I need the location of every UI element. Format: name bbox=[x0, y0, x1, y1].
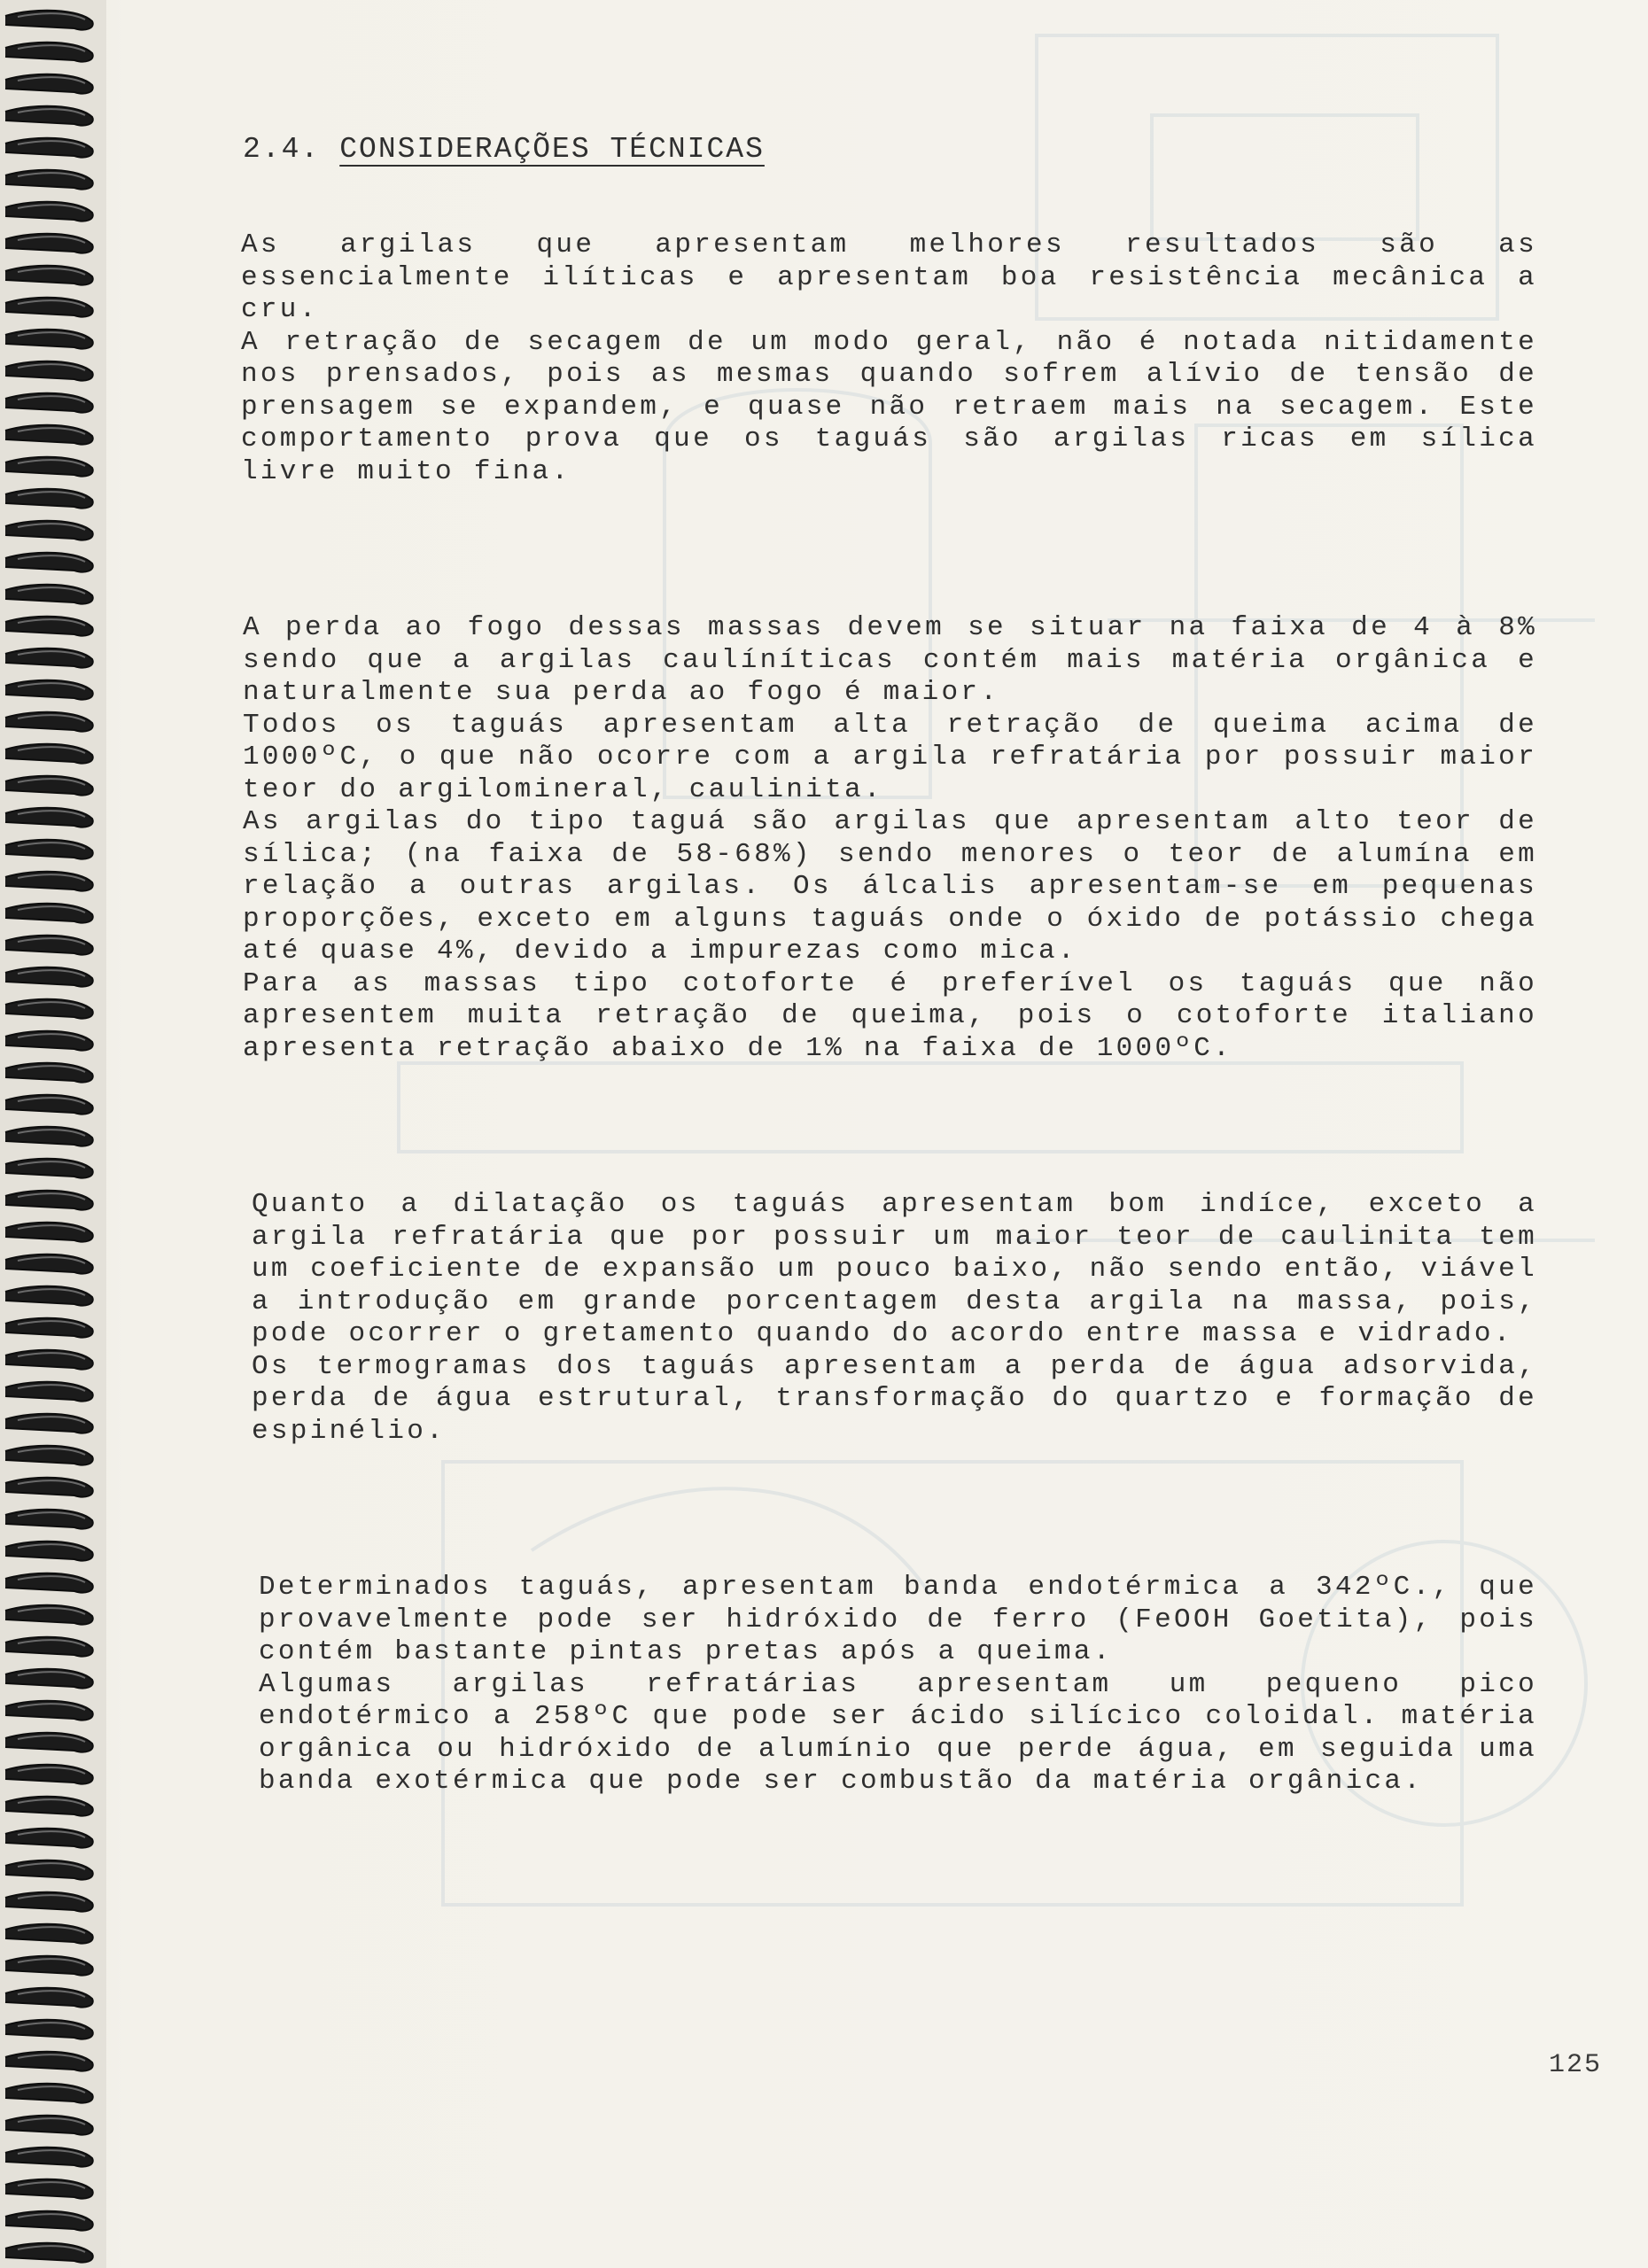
paragraph-block bbox=[259, 1572, 1537, 1798]
section-title: CONSIDERAÇÕES TÉCNICAS bbox=[339, 133, 765, 166]
paragraph-line: Os termogramas dos taguás apresentam a perda de água adsorvida, perda de água estrutural, transformação do quartzo e formação de espinélio. bbox=[252, 1350, 1537, 1447]
section-heading bbox=[243, 133, 1537, 166]
section-number: 2.4. bbox=[243, 133, 321, 166]
paragraph-line: As argilas do tipo taguá são argilas que apresentam alto teor de sílica; (na faixa de 58-68%) sendo menores o teor de alumína em relação a outras argilas. Os álcalis apresentam-se em pequenas proporções, exceto em alguns taguás onde o óxido de potássio chega até quase 4%, devido a impurezas como mica. bbox=[243, 806, 1537, 967]
paragraph-line: A retração de secagem de um modo geral, não é notada nitidamente nos prensados, pois as mesmas quando sofrem alívio de tensão de prensagem se expandem, e quase não retraem mais na secagem. Este comportamento prova que os taguás são argilas ricas em sílica livre muito fina. bbox=[241, 326, 1537, 487]
paragraph-line: Para as massas tipo cotoforte é preferível os taguás que não apresentem muita retração de queima, pois o cotoforte italiano apresenta retração abaixo de 1% na faixa de 1000ºC. bbox=[243, 967, 1537, 1064]
spiral-binding bbox=[0, 0, 106, 2268]
paragraph-block bbox=[252, 1189, 1537, 1448]
paragraph-line: Quanto a dilatação os taguás apresentam bom indíce, exceto a argila refratária que por possuir um maior teor de caulinita tem um coeficiente de expansão um pouco baixo, não sendo então, viável a introdução em grande porcentagem desta argila na massa, pois, pode ocorrer o gretamento quando do acordo entre massa e vidrado. bbox=[252, 1189, 1537, 1349]
document-body bbox=[239, 133, 1537, 1922]
paragraph-line: A perda ao fogo dessas massas devem se situar na faixa de 4 à 8% sendo que a argilas caulíníticas contém mais matéria orgânica e naturalmente sua perda ao fogo é maior. bbox=[243, 612, 1537, 708]
paragraph-line: Algumas argilas refratárias apresentam um pequeno pico endotérmico a 258ºC que pode ser ácido silícico coloidal. matéria orgânica ou hidróxido de alumínio que perde água, em seguida uma banda exotérmica que pode ser combustão da matéria orgânica. bbox=[259, 1668, 1537, 1797]
paragraph-line: Determinados taguás, apresentam banda endotérmica a 342ºC., que provavelmente pode ser hidróxido de ferro (FeOOH Goetita), pois contém bastante pintas pretas após a queima. bbox=[259, 1572, 1537, 1667]
paragraph-line: Todos os taguás apresentam alta retração de queima acima de 1000ºC, o que não ocorre com a argila refratária por possuir maior teor do argilomineral, caulinita. bbox=[243, 709, 1537, 805]
paragraph-line: As argilas que apresentam melhores resultados são as essencialmente ilíticas e apresentam boa resistência mecânica a cru. bbox=[241, 229, 1537, 325]
paragraph-block bbox=[241, 229, 1537, 488]
page-number: 125 bbox=[1549, 2050, 1603, 2080]
paragraph-block bbox=[243, 612, 1537, 1065]
